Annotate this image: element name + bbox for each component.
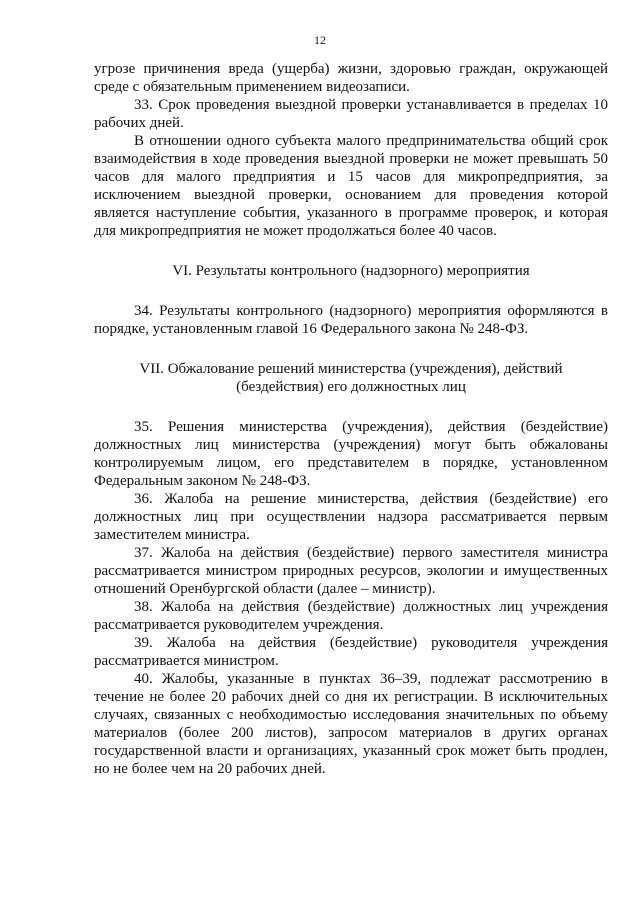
paragraph-continuation: угрозе причинения вреда (ущерба) жизни, здоровью граждан, окружающей среде с обязательным применением видеозаписи. xyxy=(94,61,608,95)
section-7-heading-line-2: (бездействия) его должностных лиц xyxy=(236,379,466,395)
section-7-heading-line-1: VII. Обжалование решений министерства (учреждения), действий xyxy=(139,361,563,377)
page-number: 12 xyxy=(314,33,326,47)
paragraph-33: 33. Срок проведения выездной проверки устанавливается в пределах 10 рабочих дней. xyxy=(94,97,608,131)
paragraph-33-continued: В отношении одного субъекта малого предпринимательства общий срок взаимодействия в ходе проведения выездной проверки не может превышать 50 часов для малого предприятия и 15 часов для микропредприятия, за исключением выездной проверки, основанием для проведения которой является наступление события, указанного в программе проверок, и которая для микропредприятия не может продолжаться более 40 часов. xyxy=(94,133,608,239)
paragraph-39: 39. Жалоба на действия (бездействие) руководителя учреждения рассматривается министром. xyxy=(94,635,608,669)
paragraph-34: 34. Результаты контрольного (надзорного) мероприятия оформляются в порядке, установленным главой 16 Федерального закона № 248-ФЗ. xyxy=(94,303,608,337)
paragraph-40: 40. Жалобы, указанные в пунктах 36–39, подлежат рассмотрению в течение не более 20 рабочих дней со дня их регистрации. В исключительных случаях, связанных с необходимостью исследования значительных по объему материалов (более 200 листов), запросом материалов в других органах государственной власти и организациях, указанный срок может быть продлен, но не более чем на 20 рабочих дней. xyxy=(94,671,608,777)
document-body xyxy=(94,60,608,778)
paragraph-35: 35. Решения министерства (учреждения), действия (бездействие) должностных лиц министерства (учреждения) могут быть обжалованы контролируемым лицом, его представителем в порядке, установленном Федеральным законом № 248-ФЗ. xyxy=(94,419,608,489)
section-6-heading: VI. Результаты контрольного (надзорного) мероприятия xyxy=(172,263,530,279)
paragraph-38: 38. Жалоба на действия (бездействие) должностных лиц учреждения рассматривается руководителем учреждения. xyxy=(94,599,608,633)
section-7-heading xyxy=(94,360,608,396)
paragraph-37: 37. Жалоба на действия (бездействие) первого заместителя министра рассматривается министром природных ресурсов, экологии и имущественных отношений Оренбургской области (далее – министр). xyxy=(94,545,608,597)
paragraph-36: 36. Жалоба на решение министерства, действия (бездействие) его должностных лиц при осуществлении надзора рассматривается первым заместителем министра. xyxy=(94,491,608,543)
